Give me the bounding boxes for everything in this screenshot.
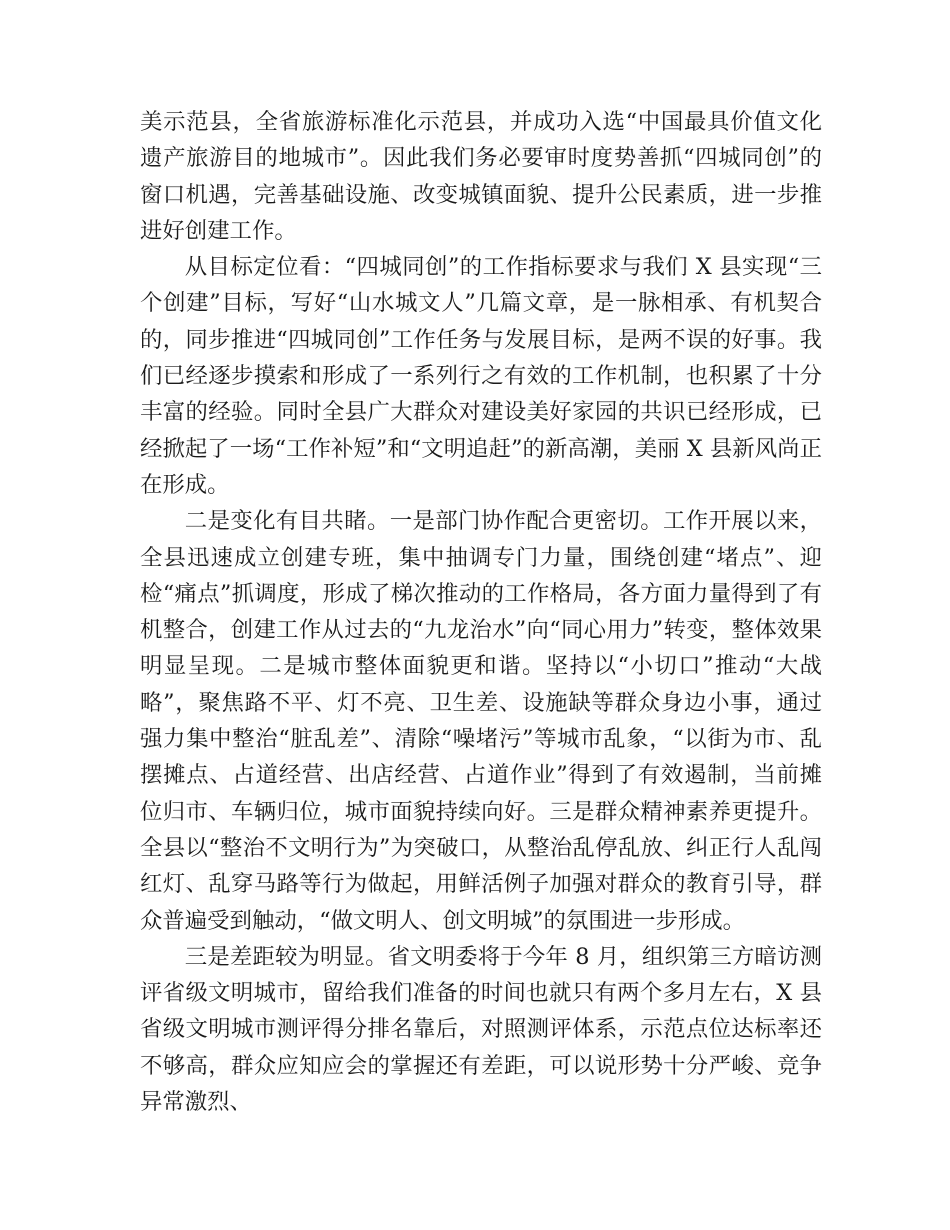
document-body — [140, 104, 822, 1120]
paragraph-2: 从目标定位看：“四城同创”的工作指标要求与我们 X 县实现“三个创建”目标，写好“山水城文人”几篇文章，是一脉相承、有机契合的，同步推进“四城同创”工作任务与发展目标，是两不误的好事。我们已经逐步摸索和形成了一系列行之有效的工作机制，也积累了十分丰富的经验。同时全县广大群众对建设美好家园的共识已经形成，已经掀起了一场“工作补短”和“文明追赶”的新高潮，美丽 X 县新风尚正在形成。 — [140, 254, 822, 498]
paragraph-1: 美示范县，全省旅游标准化示范县，并成功入选“中国最具价值文化遗产旅游目的地城市”。因此我们务必要审时度势善抓“四城同创”的窗口机遇，完善基础设施、改变城镇面貌、提升公民素质，进一步推进好创建工作。 — [140, 109, 822, 244]
paragraph-3: 二是变化有目共睹。一是部门协作配合更密切。工作开展以来，全县迅速成立创建专班，集中抽调专门力量，围绕创建“堵点”、迎检“痛点”抓调度，形成了梯次推动的工作格局，各方面力量得到了有机整合，创建工作从过去的“九龙治水”向“同心用力”转变，整体效果明显呈现。二是城市整体面貌更和谐。坚持以“小切口”推动“大战略”，聚焦路不平、灯不亮、卫生差、设施缺等群众身边小事，通过强力集中整治“脏乱差”、清除“噪堵污”等城市乱象，“以街为市、乱摆摊点、占道经营、出店经营、占道作业”得到了有效遏制，当前摊位归市、车辆归位，城市面貌持续向好。三是群众精神素养更提升。全县以“整治不文明行为”为突破口，从整治乱停乱放、纠正行人乱闯红灯、乱穿马路等行为做起，用鲜活例子加强对群众的教育引导，群众普遍受到触动，“做文明人、创文明城”的氛围进一步形成。 — [140, 508, 822, 934]
paragraph-4: 三是差距较为明显。省文明委将于今年 8 月，组织第三方暗访测评省级文明城市，留给我们准备的时间也就只有两个多月左右，X 县省级文明城市测评得分排名靠后，对照测评体系，示范点位达标率还不够高，群众应知应会的掌握还有差距，可以说形势十分严峻、竞争异常激烈、 — [140, 943, 822, 1116]
